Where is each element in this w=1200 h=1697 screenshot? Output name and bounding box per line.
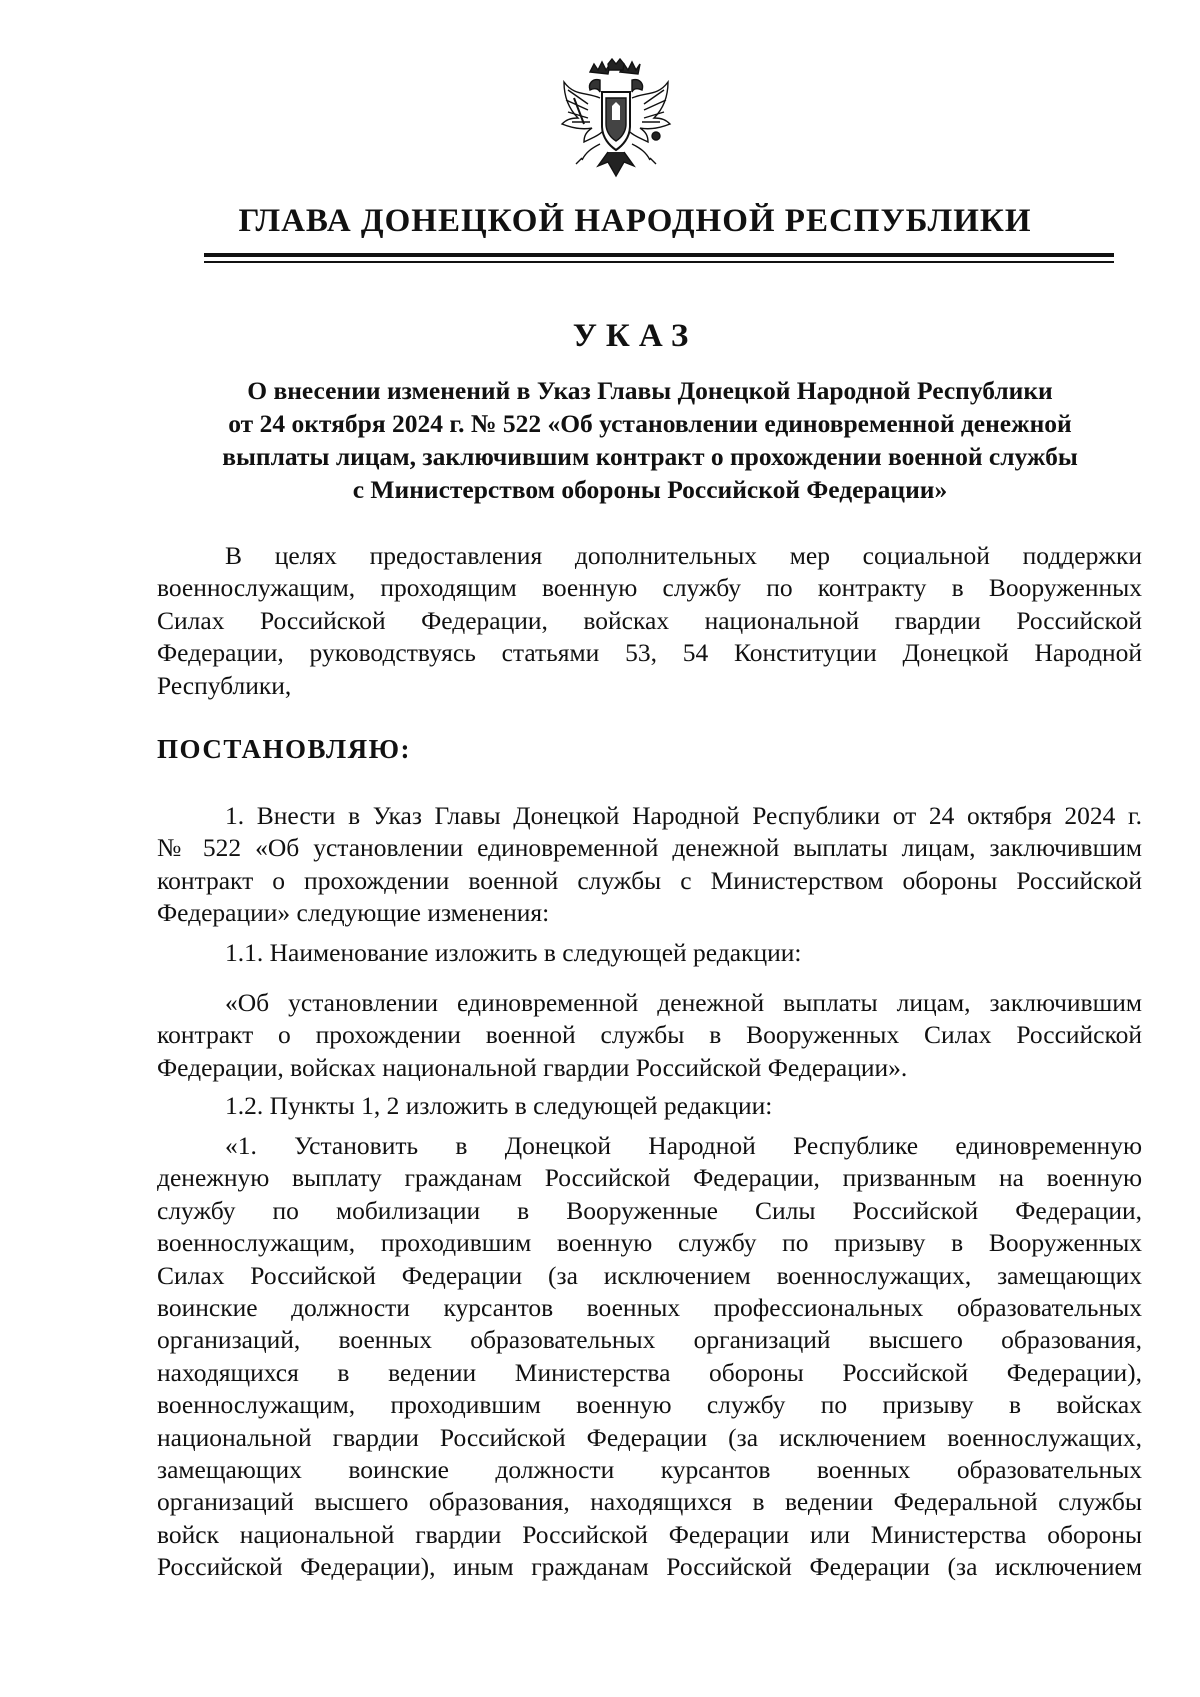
item-1-2-line: организаций высшего образования, находящихся в ведении Федеральной службы	[157, 1487, 1142, 1517]
preamble-line: Федерации, руководствуясь статьями 53, 54 Конституции Донецкой Народной	[157, 638, 1142, 668]
decree-word: ПОСТАНОВЛЯЮ:	[157, 734, 411, 764]
item-1-2-line: службу по мобилизации в Вооруженные Силы Российской Федерации,	[157, 1195, 1142, 1225]
item-1-2-line: Российской Федерации), иным гражданам Российской Федерации (за исключением	[157, 1552, 1142, 1582]
item-1-2-line: замещающих воинские должности курсантов военных образовательных	[157, 1455, 1142, 1485]
item-1-2-text	[157, 1130, 1142, 1584]
item-1-1-line: контракт о прохождении военной службы в Вооруженных Силах Российской	[157, 1020, 1142, 1050]
item-1-2-line: военнослужащим, проходившим военную службу по призыву в войсках	[157, 1390, 1142, 1420]
title-line: от 24 октября 2024 г. № 522 «Об установлении единовременной денежной	[228, 409, 1072, 438]
preamble-line: Силах Российской Федерации, войсках национальной гвардии Российской	[157, 605, 1142, 635]
header-divider-thin	[204, 261, 1114, 263]
item-1-1-line: Федерации, войсках национальной гвардии Российской Федерации».	[157, 1052, 908, 1082]
item-1-2-line: организаций, военных образовательных организаций высшего образования,	[157, 1325, 1142, 1355]
document-type: УКАЗ	[572, 318, 698, 354]
title-line: выплаты лицам, заключившим контракт о прохождении военной службы	[222, 442, 1078, 471]
coat-of-arms-emblem	[556, 58, 676, 193]
item-1-1-line: «Об установлении единовременной денежной выплаты лицам, заключившим	[225, 988, 1142, 1017]
item-1-line: 1. Внести в Указ Главы Донецкой Народной Республики от 24 октября 2024 г.	[225, 801, 1142, 830]
item-1-2	[157, 1090, 1142, 1122]
item-1-2-line: Силах Российской Федерации (за исключением военнослужащих, замещающих	[157, 1260, 1142, 1290]
item-1-2-line: находящихся в ведении Министерства обороны Российской Федерации),	[157, 1357, 1142, 1387]
item-1-2-line: военнослужащим, проходившим военную службу по призыву в Вооруженных	[157, 1228, 1142, 1258]
item-1	[157, 800, 1142, 930]
item-1-2-line: национальной гвардии Российской Федерации (за исключением военнослужащих,	[157, 1422, 1142, 1452]
item-1-1-heading: 1.1. Наименование изложить в следующей редакции:	[225, 938, 802, 967]
item-1-line: № 522 «Об установлении единовременной денежной выплаты лицам, заключившим	[157, 833, 1142, 863]
header-divider-thick	[204, 253, 1114, 257]
item-1-1-text	[157, 987, 1142, 1084]
title-line: О внесении изменений в Указ Главы Донецкой Народной Республики	[247, 376, 1053, 405]
issuing-authority: ГЛАВА ДОНЕЦКОЙ НАРОДНОЙ РЕСПУБЛИКИ	[238, 203, 1032, 239]
preamble	[157, 540, 1142, 702]
item-1-line: Федерации» следующие изменения:	[157, 898, 550, 928]
preamble-line: В целях предоставления дополнительных мер социальной поддержки	[225, 541, 1142, 570]
item-1-2-line: воинские должности курсантов военных профессиональных образовательных	[157, 1293, 1142, 1323]
document-title	[155, 374, 1145, 506]
item-1-2-line: войск национальной гвардии Российской Федерации или Министерства обороны	[157, 1519, 1142, 1549]
item-1-2-line: денежную выплату гражданам Российской Федерации, призванным на военную	[157, 1163, 1142, 1193]
item-1-2-heading: 1.2. Пункты 1, 2 изложить в следующей редакции:	[225, 1091, 773, 1120]
preamble-line: военнослужащим, проходящим военную службу по контракту в Вооруженных	[157, 573, 1142, 603]
item-1-line: контракт о прохождении военной службы с Министерством обороны Российской	[157, 865, 1142, 895]
title-line: с Министерством обороны Российской Федерации»	[352, 475, 948, 504]
preamble-line: Республики,	[157, 670, 292, 700]
item-1-2-line: «1. Установить в Донецкой Народной Республике единовременную	[225, 1131, 1142, 1160]
item-1-1	[157, 937, 1142, 969]
